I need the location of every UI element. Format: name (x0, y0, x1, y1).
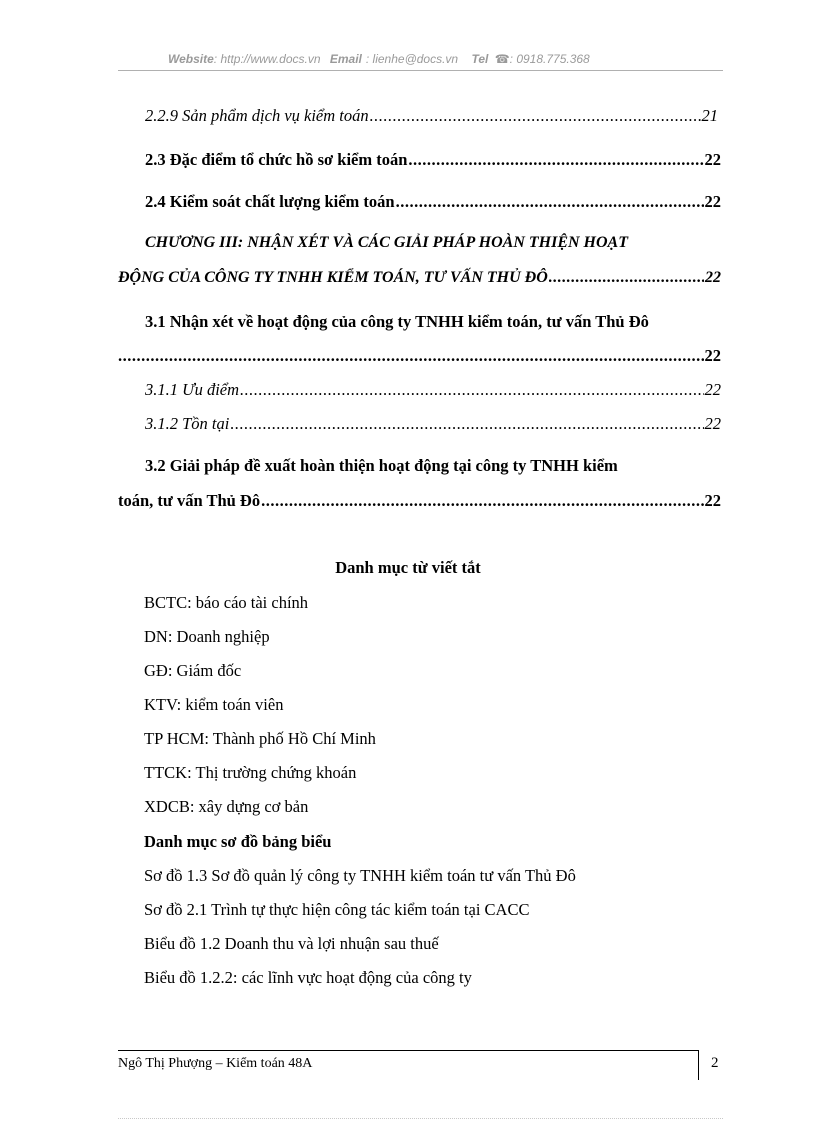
figures-title: Danh mục sơ đồ bảng biểu (144, 832, 332, 851)
bottom-dotted-rule (118, 1118, 723, 1119)
toc-page: 22 (704, 346, 721, 365)
toc-leader (261, 491, 703, 511)
toc-page: 22 (704, 192, 721, 211)
toc-entry-2-3 (145, 148, 721, 170)
toc-entry-text: toán, tư vấn Thủ Đô (118, 491, 261, 510)
figure-item: Sơ đồ 1.3 Sơ đồ quản lý công ty TNHH kiểm toán tư vấn Thủ Đô (144, 866, 576, 885)
website-value: : http://www.docs.vn (213, 52, 321, 66)
toc-entry-text: 2.2.9 Sản phẩm dịch vụ kiểm toán (145, 106, 369, 125)
toc-page: 22 (704, 380, 721, 399)
toc-leader (370, 106, 701, 126)
figure-item: Biểu đồ 1.2.2: các lĩnh vực hoạt động của công ty (144, 968, 472, 987)
tel-label: Tel (471, 52, 489, 66)
toc-entry-text: 2.3 Đặc điểm tổ chức hồ sơ kiểm toán (145, 150, 408, 169)
toc-entry-3-1-2 (145, 412, 721, 434)
toc-page: 22 (704, 491, 721, 510)
toc-entry-3-1-line1: 3.1 Nhận xét về hoạt động của công ty TNHH kiểm toán, tư vấn Thủ Đô (145, 312, 649, 331)
toc-page: 22 (704, 414, 721, 433)
page-number: 2 (711, 1055, 719, 1071)
toc-entry-2-4 (145, 190, 721, 212)
toc-entry-3-1-1 (145, 378, 721, 400)
figure-item: Biểu đồ 1.2 Doanh thu và lợi nhuận sau thuế (144, 934, 439, 953)
toc-entry-3-2-line1: 3.2 Giải pháp đề xuất hoàn thiện hoạt động tại công ty TNHH kiểm (145, 456, 618, 475)
toc-leader (408, 150, 703, 170)
toc-entry-text: 2.4 Kiểm soát chất lượng kiểm toán (145, 192, 395, 211)
tel-value: : 0918.775.368 (509, 52, 590, 66)
toc-entry-3-1 (118, 344, 721, 366)
abbreviations-title: Danh mục từ viết tắt (335, 558, 481, 577)
toc-entry-text: ĐỘNG CỦA CÔNG TY TNHH KIỂM TOÁN, TƯ VẤN THỦ ĐÔ (118, 269, 548, 286)
email-value: : lienhe@docs.vn (365, 52, 459, 66)
toc-entry-text: 3.1.1 Ưu điểm (145, 380, 240, 399)
footer-rule (118, 1050, 698, 1051)
email-label: Email (329, 52, 362, 66)
abbreviation-item: TTCK: Thị trường chứng khoán (144, 763, 357, 782)
toc-entry-3-2 (118, 489, 721, 511)
toc-leader (230, 414, 703, 434)
toc-page: 21 (701, 106, 718, 125)
toc-entry-chapter-3-line1: CHƯƠNG III: NHẬN XÉT VÀ CÁC GIẢI PHÁP HOÀN THIỆN HOẠT (145, 234, 628, 251)
toc-page: 22 (705, 269, 721, 286)
website-label: Website (168, 52, 214, 66)
page-header (168, 52, 648, 66)
abbreviation-item: GĐ: Giám đốc (144, 661, 242, 680)
footer-divider (698, 1050, 699, 1080)
toc-leader (549, 268, 704, 288)
header-rule (118, 70, 723, 71)
toc-entry-chapter-3 (118, 266, 721, 288)
toc-leader (240, 380, 703, 400)
footer-author: Ngô Thị Phượng – Kiểm toán 48A (118, 1056, 313, 1071)
toc-entry-text: 3.1.2 Tồn tại (145, 414, 230, 433)
toc-leader (118, 346, 704, 366)
abbreviation-item: XDCB: xây dựng cơ bản (144, 797, 309, 816)
toc-entry-2-2-9 (145, 104, 718, 126)
abbreviation-item: KTV: kiểm toán viên (144, 695, 284, 714)
abbreviation-item: BCTC: báo cáo tài chính (144, 593, 309, 612)
figure-item: Sơ đồ 2.1 Trình tự thực hiện công tác kiểm toán tại CACC (144, 900, 530, 919)
toc-page: 22 (704, 150, 721, 169)
toc-leader (396, 192, 704, 212)
phone-icon: ☎ (494, 52, 510, 66)
abbreviation-item: TP HCM: Thành phố Hồ Chí Minh (144, 729, 376, 748)
abbreviation-item: DN: Doanh nghiệp (144, 627, 270, 646)
